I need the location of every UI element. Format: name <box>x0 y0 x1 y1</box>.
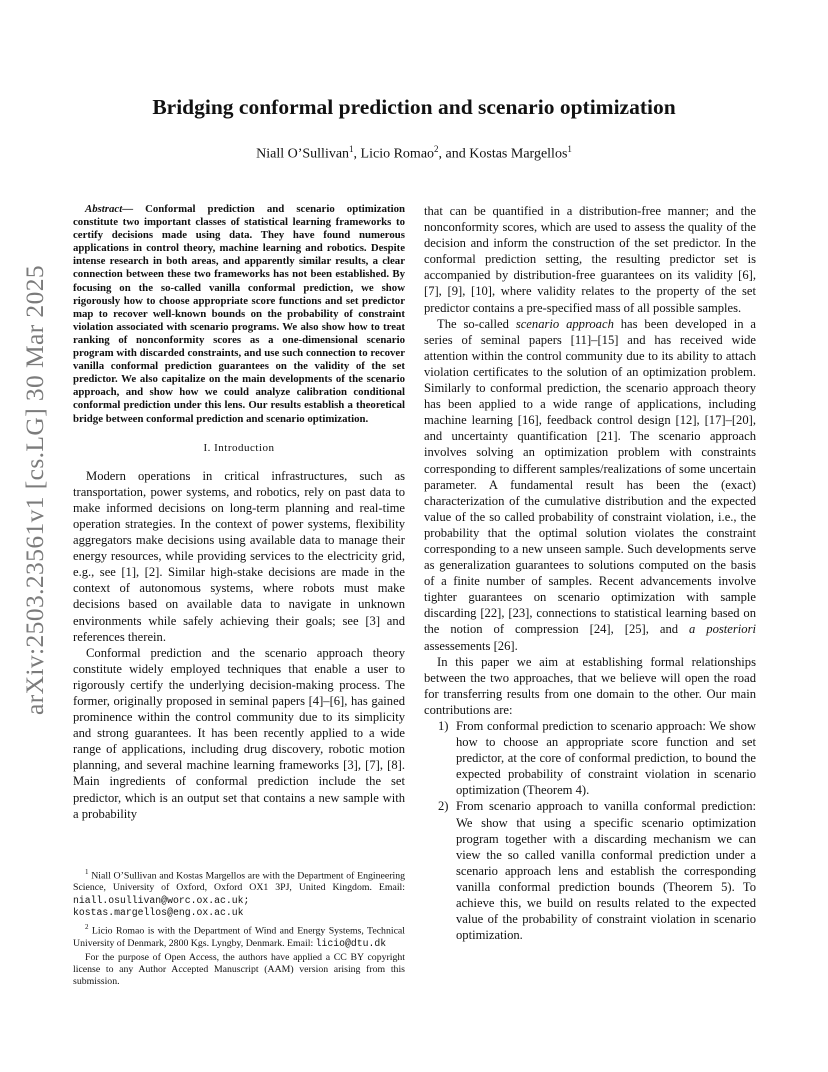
footnote: For the purpose of Open Access, the authors have applied a CC BY copyright license to any Author Accepted Manuscript (AAM) version arising from this submission. <box>73 951 405 988</box>
list-item <box>424 798 756 943</box>
emphasis: scenario approach <box>515 316 614 331</box>
author-line <box>0 144 828 163</box>
affiliation-mark: 1 <box>349 144 354 154</box>
text-run: has been developed in a series of seminal papers [11]–[15] and has received wide attention within the control community due to its ability to attach violation certificates to the solution of an optimization problem. Similarly to conformal prediction, the scenario approach theory has been applied to a wide range of applications, including machine learning [16], feedback control design [12], [17]–[20], and uncertainty quantification [21]. The scenario approach involves solving an optimization problem with constraints corresponding to different samples/realizations of some uncertain parameter. A fundamental result has been the (exact) characterization of the cumulative distribution and the expected value of the so called probability of constraint violation, i.e., the probability that the optimal solution violates the constraint corresponding to a new unseen sample. Such developments serve as generalization guarantees to solutions computed on the basis of a finite number of samples. Recent advancements involve tighter guarantees on scenario optimization with sample discarding [22], [23], connections to statistical learning based on the notion of compression [24], [25], and <box>424 316 756 637</box>
left-column <box>73 203 405 822</box>
right-column <box>424 203 756 943</box>
contribution-list <box>424 718 756 943</box>
list-item <box>424 718 756 798</box>
footnote-text: Licio Romao is with the Department of Wind and Energy Systems, Technical University of Denmark, 2800 Kgs. Lyngby, Denmark. Email: <box>73 925 405 949</box>
author-separator: , and <box>438 146 470 162</box>
author-name: Niall O’Sullivan <box>256 146 350 162</box>
footnote <box>73 866 405 919</box>
paper-title: Bridging conformal prediction and scenario optimization <box>152 95 676 119</box>
affiliation-mark: 2 <box>434 144 439 154</box>
body-paragraph: that can be quantified in a distribution-free manner; and the nonconformity scores, which are used to assess the quality of the decision and inform the construction of the set predictor. In the conformal prediction setting, the resulting predictor set is accompanied by distribution-free guarantees on its validity [6], [7], [9], [10], where validity relates to the property of the set predictor contains a pre-specified mass of all possible samples. <box>424 204 756 315</box>
author-name: Licio Romao <box>360 146 435 162</box>
abstract-label: Abstract <box>85 203 123 215</box>
text-run: assessements [26]. <box>424 638 518 653</box>
footnote <box>73 921 405 950</box>
abstract-text: Conformal prediction and scenario optimization constitute two important classes of statistical learning frameworks to certify decisions made using data. They have found numerous applications in control theory, machine learning and robotics. Despite intense research in both areas, and apparently similar results, a clear connection between these two frameworks has not been established. By focusing on the so-called vanilla conformal prediction, we show rigorously how to choose appropriate score functions and set predictor map to recover well-known bounds on the probability of constraint violation associated with scenario programs. We also show how to treat ranking of nonconformity scores as a one-dimensional scenario program with discarded constraints, and use such connection to recover vanilla conformal prediction guarantees on the validity of the set predictor. We also capitalize on the main developments of the scenario approach, and show how we could analyze calibration conditional conformal prediction under this lens. Our results establish a theoretical bridge between conformal prediction and scenario optimization. <box>73 203 405 425</box>
abstract <box>73 203 405 426</box>
author-name: Kostas Margellos <box>469 146 568 162</box>
footnote-text: Niall O’Sullivan and Kostas Margellos are with the Department of Engineering Science, University of Oxford, Oxford OX1 3PJ, United Kingdom. Email: <box>73 870 405 894</box>
body-paragraph: In this paper we aim at establishing formal relationships between the two approaches, that we believe will open the road for transferring results from one domain to the other. Our main contributions are: <box>424 654 756 717</box>
list-text: From scenario approach to vanilla conformal prediction: We show that using a specific scenario optimization program together with a discarding mechanism we can view the so called vanilla conformal prediction under a scenario approach lens and establish the corresponding vanilla conformal prediction bounds (Theorem 5). To achieve this, we build on results related to the expected value of the probability of constraint violation in scenario optimization. <box>456 799 756 943</box>
footnotes <box>73 866 405 990</box>
arxiv-sidebar-stamp <box>18 250 52 730</box>
body-paragraph <box>424 316 756 654</box>
list-number: 1) <box>438 719 449 733</box>
author-separator: , <box>353 146 361 162</box>
footnote-email[interactable]: niall.osullivan@worc.ox.ac.uk; kostas.margellos@eng.ox.ac.uk <box>73 894 250 918</box>
list-text: From conformal prediction to scenario approach: We show how to choose an appropriate score function and set predictor, at the core of conformal prediction, to bound the expected probability of constraint violation in scenario optimization (Theorem 4). <box>456 719 756 798</box>
body-paragraph: Modern operations in critical infrastructures, such as transportation, power systems, and robotics, rely on past data to make informed decisions on long-term planning and real-time operation strategies. In the context of power systems, flexibility aggregators make decisions using available data to manage their energy resources, while providing services to the electricity grid, e.g., see [1], [2]. Similar high-stake decisions are made in the context of autonomous systems, where robots must make decisions based on available data to navigate in unknown environments while safely achieving their goals; see [3] and references therein. <box>73 468 405 644</box>
arxiv-id: arXiv:2503.23561v1 [cs.LG] 30 Mar 2025 <box>20 264 49 716</box>
footnote-mark: 1 <box>85 868 89 876</box>
list-number: 2) <box>438 799 449 814</box>
emphasis: a posteriori <box>689 622 756 637</box>
affiliation-mark: 1 <box>567 144 572 154</box>
body-paragraph: Conformal prediction and the scenario approach theory constitute widely employed techniques that enable a user to rigorously certify the underlying decision-making process. The former, originally proposed in seminal papers [4]–[6], has gained prominence within the control community due to its simplicity and strong guarantees. It has been recently applied to a wide range of applications, including drug discovery, robotic motion planning, and several machine learning frameworks [3], [7], [8]. Main ingredients of conformal prediction include the set predictor, which is an output set that contains a new sample with a probability <box>73 645 405 821</box>
footnote-mark: 2 <box>85 923 89 932</box>
text-run: The so-called <box>437 316 516 331</box>
abstract-dash: — <box>122 203 146 215</box>
section-heading: I. Introduction <box>203 441 275 454</box>
footnote-email[interactable]: licio@dtu.dk <box>315 937 387 949</box>
